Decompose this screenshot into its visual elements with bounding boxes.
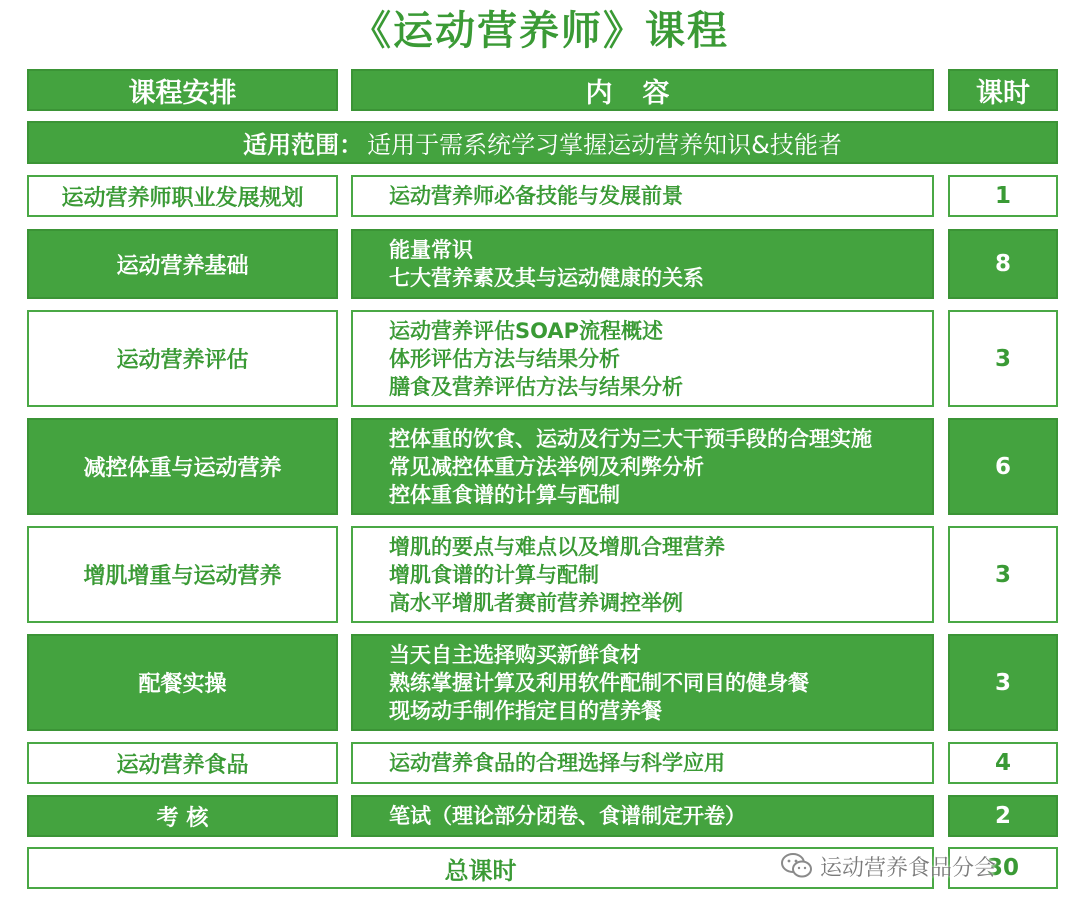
content-line: 增肌的要点与难点以及增肌合理营养 [389, 534, 725, 559]
content-line: 现场动手制作指定目的营养餐 [389, 698, 662, 723]
content-line: 运动营养师必备技能与发展前景 [389, 184, 683, 208]
content-line: 运动营养食品的合理选择与科学应用 [389, 751, 725, 775]
content-line: 常见减控体重方法举例及利弊分析 [389, 454, 704, 479]
course-hours: 4 [948, 742, 1058, 784]
header-schedule: 课程安排 [27, 69, 338, 111]
course-hours: 3 [948, 634, 1058, 731]
content-line: 控体重的饮食、运动及行为三大干预手段的合理实施 [389, 426, 872, 451]
course-name: 运动营养基础 [27, 229, 338, 299]
course-content [351, 418, 934, 515]
content-line: 控体重食谱的计算与配制 [389, 482, 620, 507]
header-content [351, 69, 934, 111]
watermark [780, 846, 996, 886]
content-line: 能量常识 [389, 238, 473, 262]
course-name: 减控体重与运动营养 [27, 418, 338, 515]
content-line: 高水平增肌者赛前营养调控举例 [389, 590, 683, 615]
course-content [351, 526, 934, 623]
total-label: 总课时 [27, 847, 934, 889]
content-line: 体形评估方法与结果分析 [389, 346, 620, 371]
watermark-text: 运动营养食品分会 [820, 855, 997, 881]
content-line: 增肌食谱的计算与配制 [389, 562, 599, 587]
content-line: 熟练掌握计算及利用软件配制不同目的健身餐 [389, 670, 809, 695]
scope-label: 适用范围： [243, 131, 364, 159]
course-hours: 1 [948, 175, 1058, 217]
content-line: 运动营养评估SOAP流程概述 [389, 318, 664, 343]
course-hours: 6 [948, 418, 1058, 515]
course-content [351, 742, 934, 784]
course-name: 配餐实操 [27, 634, 338, 731]
course-hours: 3 [948, 310, 1058, 407]
scope-banner [27, 121, 1058, 164]
course-content [351, 795, 934, 837]
content-line: 七大营养素及其与运动健康的关系 [389, 266, 704, 290]
header-hours: 课时 [948, 69, 1058, 111]
content-line: 膳食及营养评估方法与结果分析 [389, 374, 683, 399]
course-hours: 3 [948, 526, 1058, 623]
content-line: 当天自主选择购买新鲜食材 [389, 642, 641, 667]
header-content-label: 内容 [585, 77, 700, 109]
course-name: 考 核 [27, 795, 338, 837]
course-name: 运动营养食品 [27, 742, 338, 784]
content-line: 笔试（理论部分闭卷、食谱制定开卷） [389, 804, 746, 828]
course-hours: 2 [948, 795, 1058, 837]
course-content [351, 175, 934, 217]
course-content [351, 229, 934, 299]
scope-text: 适用于需系统学习掌握运动营养知识&技能者 [367, 131, 842, 159]
course-name: 运动营养评估 [27, 310, 338, 407]
page-title: 《运动营养师》课程 [351, 8, 729, 54]
total-hours: 30 [948, 847, 1058, 889]
course-content [351, 634, 934, 731]
wechat-icon [780, 852, 814, 880]
course-name: 增肌增重与运动营养 [27, 526, 338, 623]
course-name: 运动营养师职业发展规划 [27, 175, 338, 217]
course-content [351, 310, 934, 407]
course-hours: 8 [948, 229, 1058, 299]
